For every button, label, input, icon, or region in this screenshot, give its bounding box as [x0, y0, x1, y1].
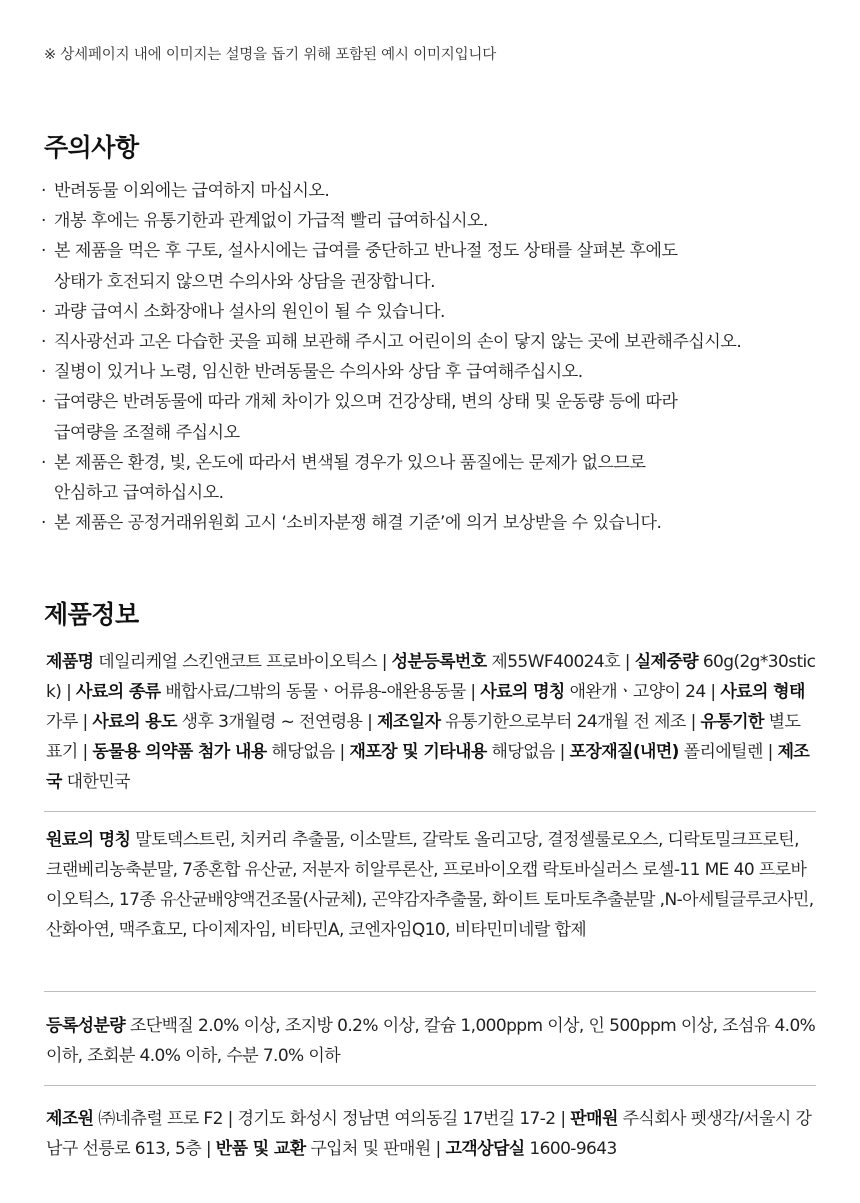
bullet-dot: ·	[41, 241, 46, 262]
caution-section-title: 주의사항	[44, 133, 139, 162]
ingredients-value: 말토덱스트린, 치커리 추출물, 이소말트, 갈락토 올리고당, 결정셀룰로오스, 디락토밀크프로틴, 크랜베리농축분말, 7종혼합 유산균, 저분자 히알루론산, 프로바이오캡 락토바실러스 로셀-11 ME 40 프로바이오틱스, 17종 유산균배양액건조물(사균체), 곤약감자추출물, 화이트 토마토추출분말 ,N-아세틸글루코사민, 산화아연, 맥주효모, 다이제자임, 비타민A, 코엔자임Q10, 비타민미네랄 합제	[46, 830, 814, 940]
product-field-label: 유통기한	[700, 712, 764, 732]
maker-field-label: 판매원	[570, 1109, 618, 1129]
maker-field-value: ㈜네츄럴 프로 F2	[98, 1109, 223, 1129]
product-info-block	[46, 647, 816, 797]
bullet-dot: ·	[41, 452, 46, 473]
product-field-label: 제조국	[46, 742, 810, 792]
caution-item	[40, 448, 840, 508]
separator: |	[66, 682, 72, 702]
caution-item-text: 개봉 후에는 유통기한과 관계없이 가급적 빨리 급여하십시오.	[54, 211, 488, 232]
caution-item	[40, 176, 840, 206]
separator: |	[82, 742, 88, 762]
product-field-value: 폴리에틸렌	[683, 742, 763, 762]
product-field-value: 배합사료/그밖의 동물ㆍ어류용-애완용동물	[165, 682, 466, 702]
product-field-label: 실제중량	[634, 652, 698, 672]
product-field-value: 60g(2g*30stick)	[46, 652, 816, 702]
separator: |	[624, 652, 630, 672]
ingredients-label: 원료의 명칭	[46, 830, 131, 850]
product-field-label: 성분등록번호	[391, 652, 487, 672]
maker-field-value: 주식회사 펫생각/서울시 강남구 선릉로 613, 5층	[46, 1109, 812, 1159]
product-field-label: 재포장 및 기타내용	[349, 742, 487, 762]
caution-item-text: 과량 급여시 소화장애나 설사의 원인이 될 수 있습니다.	[54, 301, 446, 322]
maker-field-value: 1600-9643	[529, 1139, 617, 1159]
caution-item-text: 본 제품을 먹은 후 구토, 설사시에는 급여를 중단하고 반나절 정도 상태를 살펴본 후에도 상태가 호전되지 않으면 수의사와 상담을 권장합니다.	[54, 241, 678, 292]
ingredients-block	[46, 825, 816, 945]
bullet-dot: ·	[41, 211, 46, 232]
caution-item	[40, 357, 840, 387]
product-field-label: 제품명	[46, 652, 94, 672]
maker-field-label: 반품 및 교환	[215, 1139, 306, 1159]
product-field-value: 데일리케얼 스킨앤코트 프로바이오틱스	[98, 652, 377, 672]
product-field-value: 해당없음	[271, 742, 335, 762]
separator: |	[227, 1109, 233, 1129]
maker-field-label: 고객상담실	[445, 1139, 525, 1159]
separator: |	[710, 682, 716, 702]
separator: |	[381, 652, 387, 672]
caution-list	[40, 176, 840, 538]
bullet-dot: ·	[41, 392, 46, 413]
bullet-dot: ·	[41, 362, 46, 383]
product-field-value: 대한민국	[66, 772, 130, 792]
caution-item-text: 본 제품은 공정거래위원회 고시 ‘소비자분쟁 해결 기준’에 의거 보상받을 수 있습니다.	[54, 513, 662, 534]
product-field-value: 유통기한으로부터 24개월 전 제조	[445, 712, 686, 732]
caution-item	[40, 508, 840, 538]
maker-field-value: 경기도 화성시 정남면 여의동길 17번길 17-2	[237, 1109, 556, 1129]
divider	[44, 1085, 816, 1086]
separator: |	[367, 712, 373, 732]
bullet-dot: ·	[41, 181, 46, 201]
separator: |	[767, 742, 773, 762]
separator: |	[470, 682, 476, 702]
product-field-value: 해당없음	[491, 742, 555, 762]
separator: |	[560, 1109, 566, 1129]
product-field-label: 사료의 형태	[720, 682, 805, 702]
manufacturer-block	[46, 1104, 816, 1164]
nutrients-block	[46, 1011, 816, 1071]
separator: |	[559, 742, 565, 762]
separator: |	[205, 1139, 211, 1159]
maker-field-value: 구입처 및 판매원	[310, 1139, 431, 1159]
caution-item-text: 직사광선과 고온 다습한 곳을 피해 보관해 주시고 어린이의 손이 닿지 않는 곳에 보관해주십시오.	[54, 332, 742, 353]
product-field-value: 별도표기	[46, 712, 801, 762]
nutrients-value: 조단백질 2.0% 이상, 조지방 0.2% 이상, 칼슘 1,000ppm 이상, 인 500ppm 이상, 조섬유 4.0% 이하, 조회분 4.0% 이하, 수분 7.0% 이하	[46, 1016, 816, 1066]
product-field-label: 사료의 종류	[76, 682, 161, 702]
caution-item	[40, 387, 840, 447]
separator: |	[435, 1139, 441, 1159]
product-field-label: 사료의 용도	[92, 712, 177, 732]
separator: |	[339, 742, 345, 762]
caution-item-text: 급여량은 반려동물에 따라 개체 차이가 있으며 건강상태, 변의 상태 및 운동량 등에 따라 급여량을 조절해 주십시오	[54, 392, 678, 443]
product-info-section-title: 제품정보	[44, 600, 139, 629]
caution-item	[40, 327, 840, 357]
caution-item	[40, 206, 840, 236]
caution-item-text: 질병이 있거나 노령, 임신한 반려동물은 수의사와 상담 후 급여해주십시오.	[54, 362, 583, 383]
product-field-value: 애완개ㆍ고양이 24	[569, 682, 706, 702]
product-field-value: 가루	[46, 712, 78, 732]
product-field-label: 포장재질(내면)	[569, 742, 679, 762]
divider	[44, 991, 816, 992]
image-disclaimer-notice: ※ 상세페이지 내에 이미지는 설명을 돕기 위해 포함된 예시 이미지입니다	[44, 47, 497, 63]
caution-item	[40, 236, 840, 296]
bullet-dot: ·	[41, 301, 46, 322]
product-field-value: 제55WF40024호	[491, 652, 620, 672]
product-field-label: 동물용 의약품 첨가 내용	[92, 742, 267, 762]
bullet-dot: ·	[41, 332, 46, 353]
maker-field-label: 제조원	[46, 1109, 94, 1129]
divider	[44, 811, 816, 812]
separator: |	[82, 712, 88, 732]
product-field-label: 제조일자	[377, 712, 441, 732]
nutrients-label: 등록성분량	[46, 1016, 126, 1036]
separator: |	[690, 712, 696, 732]
bullet-dot: ·	[41, 513, 46, 534]
caution-item	[40, 297, 840, 327]
product-field-label: 사료의 명칭	[480, 682, 565, 702]
caution-item-text: 본 제품은 환경, 빛, 온도에 따라서 변색될 경우가 있으나 품질에는 문제가 없으므로 안심하고 급여하십시오.	[54, 452, 646, 504]
caution-item-text: 반려동물 이외에는 급여하지 마십시오.	[54, 181, 330, 201]
product-field-value: 생후 3개월령 ~ 전연령용	[181, 712, 363, 732]
